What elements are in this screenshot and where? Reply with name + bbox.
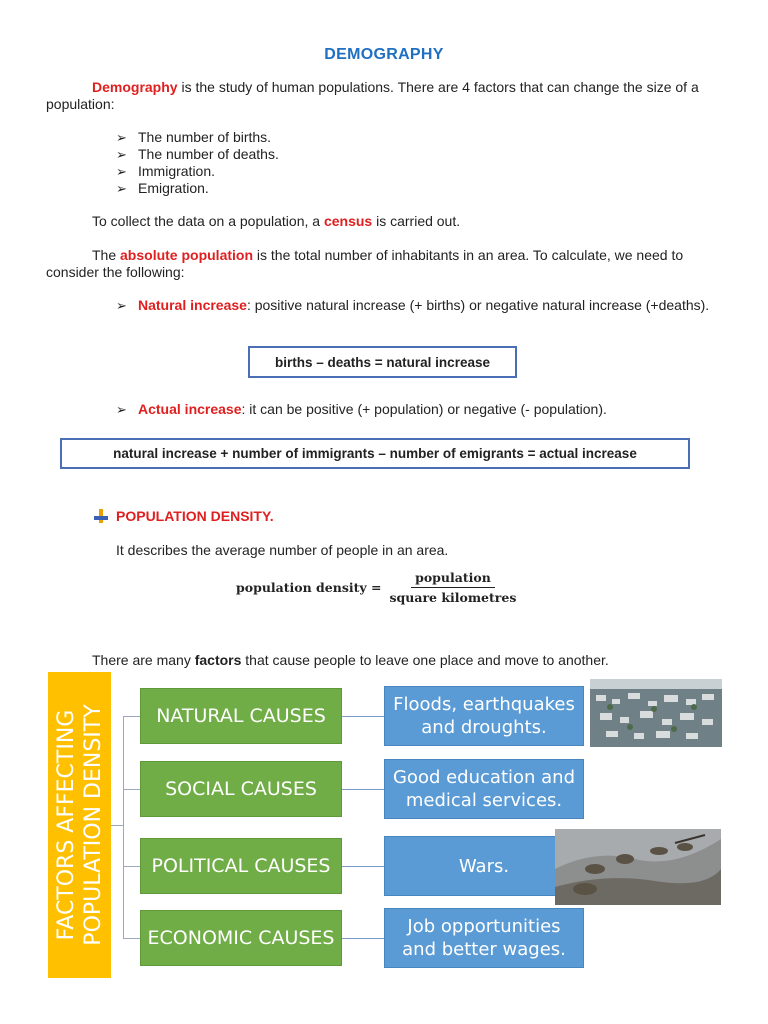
economic-causes-box: ECONOMIC CAUSES [140,910,342,966]
formula-lhs: population density = [236,580,382,595]
sidebar-title: FACTORS AFFECTING POPULATION DENSITY [53,704,106,946]
actual-increase-item: ➢ Actual increase: it can be positive (+ population) or negative (- population). [116,401,607,417]
list-item: ➢ The number of deaths. [116,146,279,162]
bracket-branch [123,866,140,867]
economic-effect-box: Job opportunities and better wages. [384,908,584,968]
connector-line [342,938,384,939]
plus-bullet-icon [94,509,108,523]
natural-effect-box: Floods, earthquakes and droughts. [384,686,584,746]
factors-sidebar [48,672,111,978]
connector-line [342,716,384,717]
density-description: It describes the average number of people in an area. [116,542,449,558]
connector-line [342,789,384,790]
factors-list [116,129,279,197]
formula-numerator: population [411,570,495,588]
bracket-spine [123,716,124,938]
intro-paragraph [46,79,721,113]
formula-fraction [385,570,520,605]
arrow-bullet-icon: ➢ [116,147,127,162]
bracket-branch [123,716,140,717]
social-causes-box: SOCIAL CAUSES [140,761,342,817]
political-effect-box: Wars. [384,836,584,896]
natural-increase-term: Natural increase [138,297,247,313]
war-photo [555,829,721,905]
page-title: DEMOGRAPHY [324,46,444,63]
intro-text: is the study of human populations. There are 4 factors that can change the size of a population: [46,79,699,112]
density-formula [236,570,520,605]
natural-increase-item: ➢ Natural increase: positive natural increase (+ births) or negative natural increase (+deaths). [116,297,710,313]
list-item: ➢ Emigration. [116,180,209,196]
census-term: census [323,213,373,229]
political-causes-box: POLITICAL CAUSES [140,838,342,894]
list-item: ➢ The number of births. [116,129,272,145]
arrow-bullet-icon: ➢ [116,130,127,145]
actual-increase-formula: natural increase + number of immigrants – number of emigrants = actual increase [60,438,690,469]
list-item: ➢ Immigration. [116,163,216,179]
arrow-bullet-icon: ➢ [116,298,127,313]
factors-term: factors [194,652,242,668]
arrow-bullet-icon: ➢ [116,402,127,417]
natural-increase-formula: births – deaths = natural increase [248,346,517,378]
flood-photo [590,679,722,747]
natural-causes-box: NATURAL CAUSES [140,688,342,744]
bracket-stem [111,825,123,826]
demography-term: Demography [92,79,178,95]
connector-line [342,866,384,867]
arrow-bullet-icon: ➢ [116,181,127,196]
census-paragraph: To collect the data on a population, a census is carried out. [92,213,461,229]
formula-denominator: square kilometres [389,590,517,605]
actual-increase-term: Actual increase [138,401,242,417]
bracket-branch [123,938,140,939]
factors-paragraph: There are many factors that cause people to leave one place and move to another. [92,652,609,668]
population-density-heading: POPULATION DENSITY. [94,508,274,524]
absolute-paragraph: The absolute population is the total number of inhabitants in an area. To calculate, we need to consider the following: [46,247,684,280]
bracket-branch [123,789,140,790]
absolute-population-term: absolute population [120,247,254,263]
arrow-bullet-icon: ➢ [116,164,127,179]
social-effect-box: Good education and medical services. [384,759,584,819]
